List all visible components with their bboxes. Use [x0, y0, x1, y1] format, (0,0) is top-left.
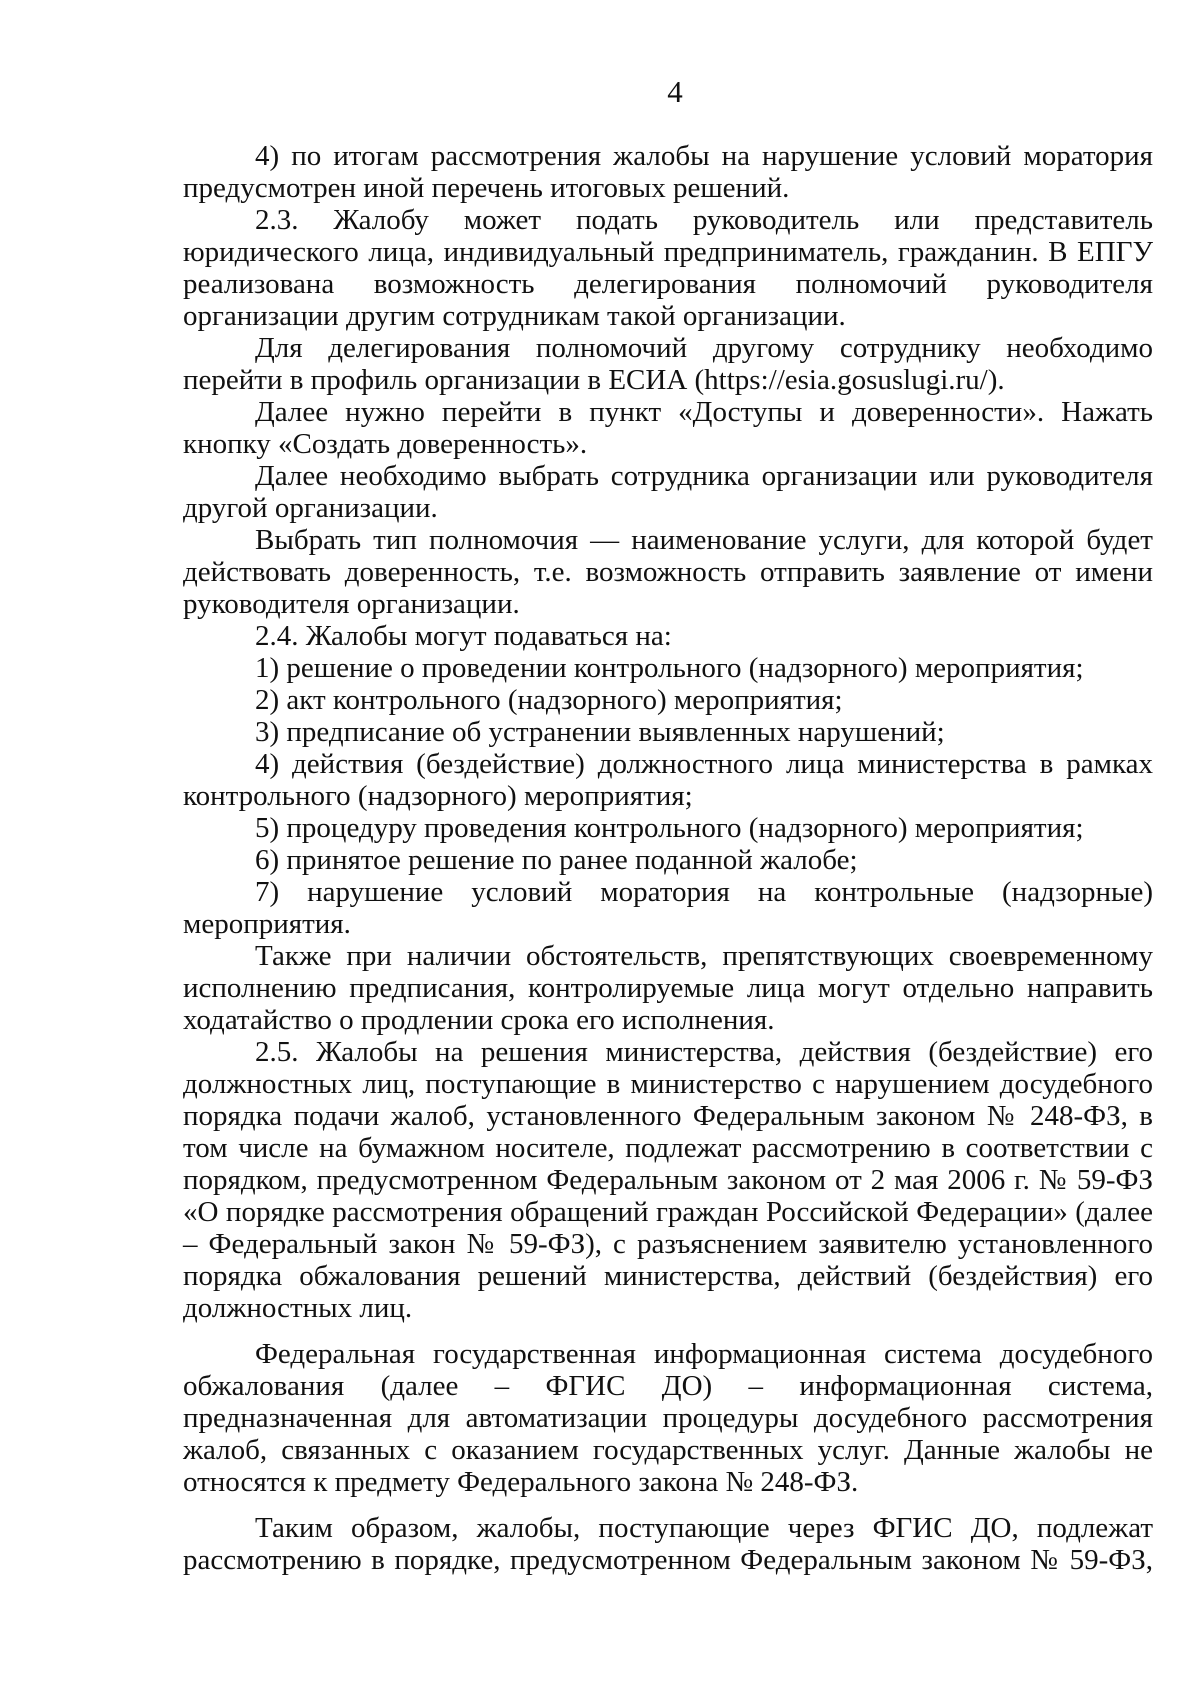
paragraph-2-3-who-can-file: 2.3. Жалобу может подать руководитель или представитель юридического лица, индивидуальный предприниматель, гражданин. В ЕПГУ реализована возможность делегирования полномочий руководителя организации другим сотрудникам такой организации.	[183, 204, 1153, 332]
paragraph-select-authority-type: Выбрать тип полномочия — наименование услуги, для которой будет действовать доверенность, т.е. возможность отправить заявление от имени руководителя организации.	[183, 524, 1153, 620]
list-item-6: 6) принятое решение по ранее поданной жалобе;	[255, 844, 858, 876]
paragraph-select-employee: Далее необходимо выбрать сотрудника организации или руководителя другой организации.	[183, 460, 1153, 524]
list-item-5: 5) процедуру проведения контрольного (надзорного) мероприятия;	[255, 812, 1084, 844]
list-item-1: 1) решение о проведении контрольного (надзорного) мероприятия;	[255, 652, 1084, 684]
document-body	[183, 140, 1153, 1576]
list-item-2: 2) акт контрольного (надзорного) мероприятия;	[255, 684, 843, 716]
paragraph-access-and-powers: Далее нужно перейти в пункт «Доступы и доверенности». Нажать кнопку «Создать доверенность».	[183, 396, 1153, 460]
paragraph-2-5-paper-complaints: 2.5. Жалобы на решения министерства, действия (бездействие) его должностных лиц, поступающие в министерство с нарушением досудебного порядка подачи жалоб, установленного Федеральным законом № 248-ФЗ, в том числе на бумажном носителе, подлежат рассмотрению в соответствии с порядком, предусмотренном Федеральным законом от 2 мая 2006 г. № 59-ФЗ «О порядке рассмотрения обращений граждан Российской Федерации» (далее – Федеральный закон № 59-ФЗ), с разъяснением заявителю установленного порядка обжалования решений министерства, действий (бездействия) его должностных лиц.	[183, 1036, 1153, 1324]
list-item-4: 4) действия (бездействие) должностного лица министерства в рамках контрольного (надзорного) мероприятия;	[183, 748, 1153, 812]
page-number: 4	[667, 74, 683, 109]
list-item-7: 7) нарушение условий моратория на контрольные (надзорные) мероприятия.	[183, 876, 1153, 940]
paragraph-fgis-do-procedure: Таким образом, жалобы, поступающие через ФГИС ДО, подлежат рассмотрению в порядке, предусмотренном Федеральным законом № 59-ФЗ,	[183, 1512, 1153, 1576]
list-item-3: 3) предписание об устранении выявленных нарушений;	[255, 716, 945, 748]
paragraph-item-4-final-decisions: 4) по итогам рассмотрения жалобы на нарушение условий моратория предусмотрен иной перечень итоговых решений.	[183, 140, 1153, 204]
paragraph-petition-extension: Также при наличии обстоятельств, препятствующих своевременному исполнению предписания, контролируемые лица могут отдельно направить ходатайство о продлении срока его исполнения.	[183, 940, 1153, 1036]
paragraph-fgis-do-definition: Федеральная государственная информационная система досудебного обжалования (далее – ФГИС ДО) – информационная система, предназначенная для автоматизации процедуры досудебного рассмотрения жалоб, связанных с оказанием государственных услуг. Данные жалобы не относятся к предмету Федерального закона № 248-ФЗ.	[183, 1338, 1153, 1498]
paragraph-2-4-complaints-on: 2.4. Жалобы могут подаваться на:	[255, 620, 672, 652]
paragraph-delegation-esia: Для делегирования полномочий другому сотруднику необходимо перейти в профиль организации в ЕСИА (https://esia.gosuslugi.ru/).	[183, 332, 1153, 396]
